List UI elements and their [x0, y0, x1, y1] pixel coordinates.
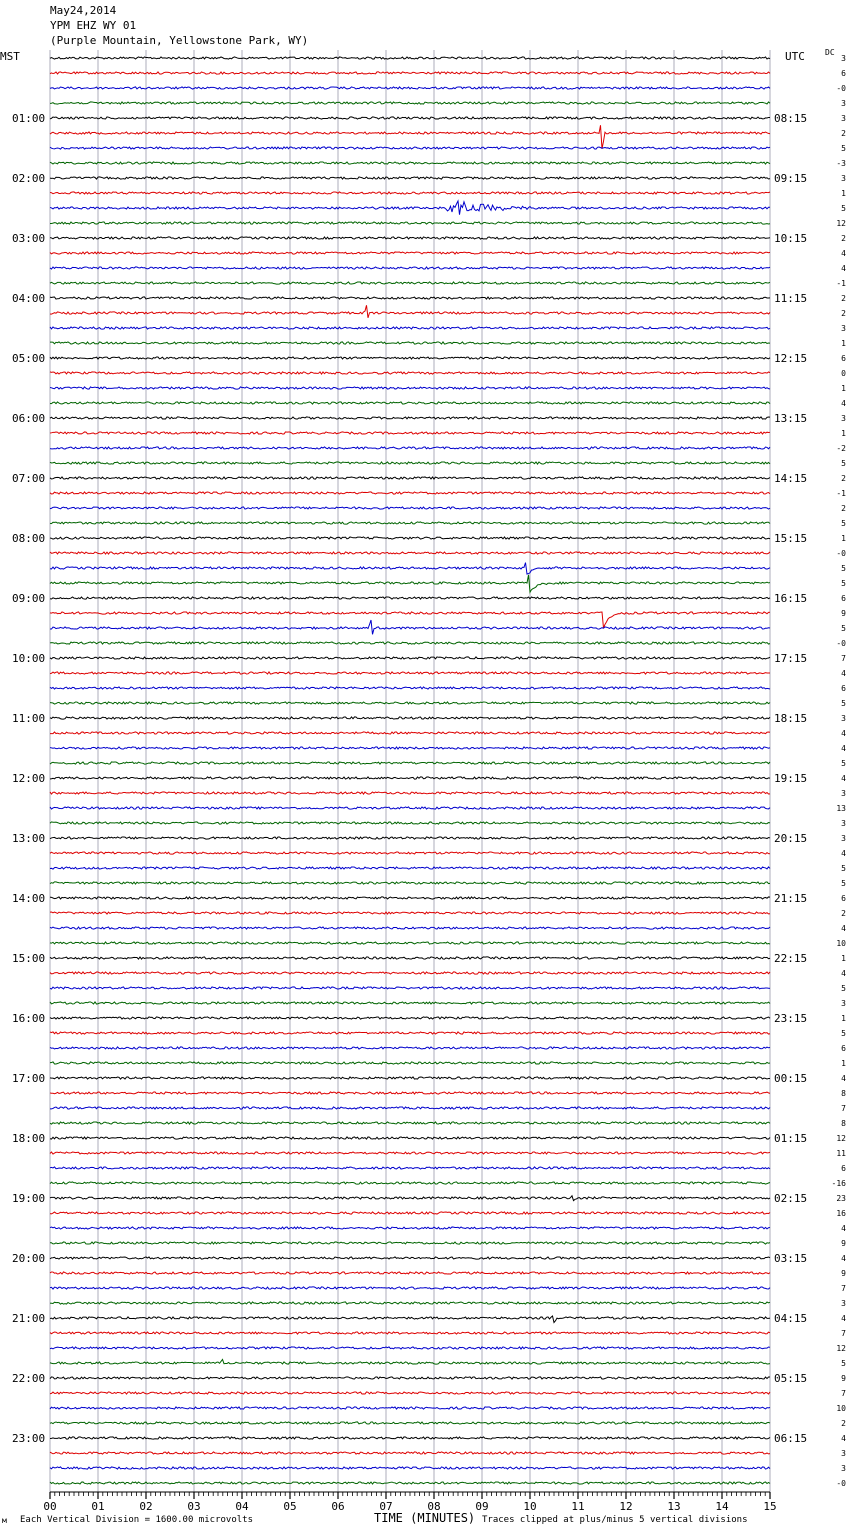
header-station: YPM EHZ WY 01 [50, 19, 137, 32]
seismic-trace-red [50, 125, 770, 149]
seismic-trace-blue [50, 1047, 770, 1049]
dc-offset-value: 12 [836, 1134, 846, 1143]
seismic-trace-black [50, 777, 770, 779]
dc-offset-value: 5 [841, 1359, 846, 1368]
seismic-trace-blue [50, 1287, 770, 1289]
utc-hour-label: 03:15 [774, 1252, 808, 1265]
mst-hour-label: 02:00 [12, 172, 46, 185]
dc-offset-value: 6 [841, 69, 846, 78]
seismic-trace-green [50, 1422, 770, 1424]
utc-hour-label: 16:15 [774, 592, 808, 605]
mst-hour-label: 18:00 [12, 1132, 46, 1145]
seismic-trace-red [50, 1332, 770, 1334]
seismic-trace-black [50, 417, 770, 419]
dc-offset-value: 4 [841, 744, 846, 753]
dc-offset-value: 5 [841, 204, 846, 213]
dc-offset-value: 3 [841, 174, 846, 183]
dc-offset-value: 7 [841, 1329, 846, 1338]
dc-offset-value: 7 [841, 1389, 846, 1398]
mst-hour-label: 14:00 [12, 892, 46, 905]
seismic-trace-black [50, 837, 770, 839]
dc-offset-value: 9 [841, 1239, 846, 1248]
dc-offset-value: -0 [836, 84, 846, 93]
dc-offset-value: 2 [841, 474, 846, 483]
seismic-trace-red [50, 432, 770, 434]
seismic-trace-green [50, 1242, 770, 1244]
seismic-trace-black [50, 1437, 770, 1439]
utc-hour-label: 13:15 [774, 412, 808, 425]
seismic-trace-black [50, 1017, 770, 1019]
dc-label: DC [825, 48, 835, 57]
mst-hour-label: 21:00 [12, 1312, 46, 1325]
dc-offset-value: 5 [841, 1029, 846, 1038]
x-tick-label: 10 [523, 1500, 537, 1513]
seismic-trace-black [50, 57, 770, 59]
seismic-trace-red [50, 912, 770, 914]
dc-offset-value: 1 [841, 339, 846, 348]
dc-offset-value: 1 [841, 384, 846, 393]
seismic-trace-red [50, 792, 770, 794]
seismic-trace-blue [50, 147, 770, 149]
dc-offset-value: 10 [836, 1404, 846, 1413]
dc-offset-value: 2 [841, 309, 846, 318]
seismic-trace-red [50, 492, 770, 494]
utc-hour-label: 09:15 [774, 172, 808, 185]
dc-offset-value: 2 [841, 1419, 846, 1428]
dc-offset-value: 7 [841, 654, 846, 663]
seismic-trace-red [50, 972, 770, 974]
seismic-trace-green [50, 942, 770, 944]
x-tick-label: 09 [475, 1500, 489, 1513]
dc-offset-value: 11 [836, 1149, 846, 1158]
dc-offset-value: -3 [836, 159, 846, 168]
seismic-trace-black [50, 1137, 770, 1139]
dc-offset-value: 1 [841, 954, 846, 963]
seismic-trace-green [50, 462, 770, 464]
dc-offset-value: 6 [841, 594, 846, 603]
seismic-trace-black [50, 1196, 770, 1201]
seismic-trace-green [50, 102, 770, 104]
dc-offset-value: 7 [841, 1284, 846, 1293]
seismic-trace-blue [50, 807, 770, 809]
seismic-trace-black [50, 237, 770, 239]
seismic-trace-green [50, 522, 770, 524]
dc-offset-value: 3 [841, 834, 846, 843]
dc-offset-value: 4 [841, 264, 846, 273]
seismic-trace-blue [50, 1227, 770, 1229]
utc-hour-label: 19:15 [774, 772, 808, 785]
dc-offset-value: 7 [841, 1104, 846, 1113]
dc-offset-value: 5 [841, 759, 846, 768]
x-tick-label: 01 [91, 1500, 105, 1513]
seismic-trace-green [50, 1002, 770, 1004]
seismic-trace-red [50, 372, 770, 374]
x-tick-label: 08 [427, 1500, 441, 1513]
dc-offset-value: 5 [841, 864, 846, 873]
seismic-trace-black [50, 957, 770, 959]
mst-hour-label: 10:00 [12, 652, 46, 665]
mst-hour-label: 12:00 [12, 772, 46, 785]
mst-hour-label: 22:00 [12, 1372, 46, 1385]
dc-offset-value: -0 [836, 549, 846, 558]
dc-offset-value: 6 [841, 1164, 846, 1173]
dc-offset-value: 3 [841, 789, 846, 798]
seismic-trace-green [50, 282, 770, 284]
corner-mark: м [2, 1516, 7, 1525]
seismic-trace-black [50, 1257, 770, 1259]
seismic-trace-blue [50, 687, 770, 689]
dc-offset-value: -1 [836, 489, 846, 498]
seismic-trace-green [50, 222, 770, 224]
dc-offset-value: 12 [836, 219, 846, 228]
dc-offset-value: 3 [841, 114, 846, 123]
dc-offset-value: 6 [841, 894, 846, 903]
dc-offset-value: 4 [841, 1314, 846, 1323]
seismic-trace-black [50, 597, 770, 599]
seismic-trace-green [50, 882, 770, 884]
dc-offset-value: 4 [841, 1224, 846, 1233]
seismic-trace-red [50, 852, 770, 854]
utc-hour-label: 00:15 [774, 1072, 808, 1085]
dc-offset-value: 2 [841, 294, 846, 303]
mst-hour-label: 07:00 [12, 472, 46, 485]
dc-offset-column [832, 54, 847, 1488]
dc-offset-value: 3 [841, 414, 846, 423]
mst-hour-label: 06:00 [12, 412, 46, 425]
seismic-trace-green [50, 342, 770, 344]
x-tick-label: 12 [619, 1500, 633, 1513]
dc-offset-value: 0 [841, 369, 846, 378]
mst-hour-label: 05:00 [12, 352, 46, 365]
dc-offset-value: 1 [841, 429, 846, 438]
dc-offset-value: 5 [841, 579, 846, 588]
seismic-trace-green [50, 1482, 770, 1484]
dc-offset-value: 5 [841, 459, 846, 468]
seismic-trace-red [50, 252, 770, 254]
mst-hour-label: 01:00 [12, 112, 46, 125]
seismic-trace-black [50, 537, 770, 539]
seismic-trace-green [50, 1302, 770, 1304]
seismic-trace-green [50, 642, 770, 644]
utc-hour-label: 06:15 [774, 1432, 808, 1445]
dc-offset-value: 5 [841, 984, 846, 993]
mst-hour-label: 11:00 [12, 712, 46, 725]
dc-offset-value: 4 [841, 924, 846, 933]
utc-hour-label: 10:15 [774, 232, 808, 245]
seismic-trace-green [50, 822, 770, 824]
utc-hour-label: 02:15 [774, 1192, 808, 1205]
dc-offset-value: -2 [836, 444, 846, 453]
seismic-trace-blue [50, 447, 770, 449]
scale-note: Each Vertical Division = 1600.00 microvolts [20, 1515, 253, 1525]
dc-offset-value: 8 [841, 1089, 846, 1098]
x-axis-title: TIME (MINUTES) [374, 1511, 476, 1525]
mst-hour-label: 03:00 [12, 232, 46, 245]
seismic-trace-red [50, 1392, 770, 1394]
utc-hour-label: 01:15 [774, 1132, 808, 1145]
dc-offset-value: 3 [841, 714, 846, 723]
dc-offset-value: 4 [841, 399, 846, 408]
x-tick-label: 07 [379, 1500, 393, 1513]
x-axis [43, 1492, 776, 1513]
seismic-trace-black [50, 897, 770, 899]
mst-hour-label: 19:00 [12, 1192, 46, 1205]
seismic-trace-black [50, 1316, 770, 1322]
dc-offset-value: 3 [841, 819, 846, 828]
seismic-trace-green [50, 162, 770, 164]
utc-hour-label: 18:15 [774, 712, 808, 725]
utc-hour-label: 08:15 [774, 112, 808, 125]
mst-hour-label: 20:00 [12, 1252, 46, 1265]
dc-offset-value: 5 [841, 519, 846, 528]
dc-offset-value: -0 [836, 639, 846, 648]
dc-offset-value: 2 [841, 129, 846, 138]
x-tick-label: 05 [283, 1500, 297, 1513]
seismic-trace-black [50, 177, 770, 179]
seismic-trace-red [50, 1212, 770, 1214]
seismic-trace-blue [50, 387, 770, 389]
seismic-trace-blue [50, 987, 770, 989]
seismic-trace-red [50, 1032, 770, 1034]
seismic-trace-red [50, 1452, 770, 1454]
mst-hour-label: 16:00 [12, 1012, 46, 1025]
seismic-trace-red [50, 552, 770, 554]
seismic-trace-green [50, 402, 770, 404]
x-tick-label: 11 [571, 1500, 585, 1513]
seismic-trace-blue [50, 87, 770, 89]
seismic-trace-red [50, 732, 770, 734]
x-tick-label: 06 [331, 1500, 345, 1513]
dc-offset-value: 6 [841, 354, 846, 363]
seismic-trace-green [50, 1359, 770, 1364]
dc-offset-value: 5 [841, 879, 846, 888]
left-timezone-label: MST [0, 50, 20, 63]
dc-offset-value: -0 [836, 1479, 846, 1488]
mst-hour-label: 13:00 [12, 832, 46, 845]
seismic-trace-blue [50, 927, 770, 929]
dc-offset-value: 4 [841, 849, 846, 858]
seismic-trace-black [50, 297, 770, 299]
seismic-trace-green [50, 575, 770, 592]
x-tick-label: 13 [667, 1500, 681, 1513]
dc-offset-value: 10 [836, 939, 846, 948]
seismic-trace-blue [50, 507, 770, 509]
seismic-trace-red [50, 305, 770, 318]
dc-offset-value: 12 [836, 1344, 846, 1353]
dc-offset-value: -1 [836, 279, 846, 288]
seismic-trace-red [50, 192, 770, 194]
seismic-trace-black [50, 117, 770, 119]
dc-offset-value: 13 [836, 804, 846, 813]
dc-offset-value: -16 [831, 1179, 846, 1188]
seismic-trace-black [50, 477, 770, 479]
utc-hour-label: 20:15 [774, 832, 808, 845]
seismic-trace-green [50, 1122, 770, 1124]
seismic-trace-blue [50, 1407, 770, 1409]
utc-hour-label: 04:15 [774, 1312, 808, 1325]
dc-offset-value: 4 [841, 969, 846, 978]
dc-offset-value: 4 [841, 1074, 846, 1083]
mst-hour-label: 08:00 [12, 532, 46, 545]
x-tick-label: 02 [139, 1500, 153, 1513]
dc-offset-value: 2 [841, 504, 846, 513]
dc-offset-value: 3 [841, 1464, 846, 1473]
dc-offset-value: 4 [841, 1254, 846, 1263]
utc-hour-label: 12:15 [774, 352, 808, 365]
seismic-trace-blue [50, 1347, 770, 1349]
dc-offset-value: 1 [841, 1059, 846, 1068]
dc-offset-value: 9 [841, 1374, 846, 1383]
x-tick-label: 04 [235, 1500, 249, 1513]
seismic-trace-red [50, 1272, 770, 1274]
dc-offset-value: 9 [841, 1269, 846, 1278]
seismic-trace-black [50, 357, 770, 359]
seismic-trace-green [50, 1062, 770, 1064]
seismic-trace-green [50, 1182, 770, 1184]
dc-offset-value: 23 [836, 1194, 846, 1203]
seismic-trace-green [50, 762, 770, 764]
dc-offset-value: 16 [836, 1209, 846, 1218]
seismic-trace-blue [50, 1107, 770, 1109]
dc-offset-value: 4 [841, 669, 846, 678]
seismic-traces [50, 57, 770, 1484]
dc-offset-value: 1 [841, 1014, 846, 1023]
dc-offset-value: 1 [841, 534, 846, 543]
seismic-trace-blue [50, 327, 770, 329]
x-tick-label: 15 [763, 1500, 777, 1513]
mst-hour-label: 09:00 [12, 592, 46, 605]
utc-hour-label: 14:15 [774, 472, 808, 485]
seismic-trace-blue [50, 267, 770, 269]
seismic-trace-black [50, 657, 770, 659]
seismic-trace-black [50, 1377, 770, 1379]
right-timezone-label: UTC [785, 50, 805, 63]
utc-hour-label: 23:15 [774, 1012, 808, 1025]
seismic-trace-blue [50, 620, 770, 634]
mst-hour-label: 04:00 [12, 292, 46, 305]
dc-offset-value: 4 [841, 774, 846, 783]
dc-offset-value: 5 [841, 699, 846, 708]
dc-offset-value: 6 [841, 684, 846, 693]
time-gridlines [50, 50, 770, 1492]
header-location: (Purple Mountain, Yellowstone Park, WY) [50, 34, 309, 47]
dc-offset-value: 5 [841, 624, 846, 633]
utc-hour-label: 11:15 [774, 292, 808, 305]
utc-hour-label: 17:15 [774, 652, 808, 665]
dc-offset-value: 2 [841, 234, 846, 243]
mst-hour-label: 15:00 [12, 952, 46, 965]
utc-hour-label: 22:15 [774, 952, 808, 965]
x-tick-label: 03 [187, 1500, 201, 1513]
x-tick-label: 14 [715, 1500, 729, 1513]
dc-offset-value: 5 [841, 564, 846, 573]
seismic-trace-blue [50, 563, 770, 574]
seismic-trace-black [50, 717, 770, 719]
dc-offset-value: 4 [841, 1434, 846, 1443]
dc-offset-value: 3 [841, 54, 846, 63]
dc-offset-value: 4 [841, 729, 846, 738]
seismic-trace-blue [50, 201, 770, 215]
utc-hour-label: 21:15 [774, 892, 808, 905]
utc-hour-label: 15:15 [774, 532, 808, 545]
dc-offset-value: 6 [841, 1044, 846, 1053]
seismic-trace-red [50, 612, 770, 628]
header-date: May24,2014 [50, 4, 117, 17]
seismic-trace-black [50, 1077, 770, 1079]
mst-hour-label: 23:00 [12, 1432, 46, 1445]
dc-offset-value: 5 [841, 144, 846, 153]
dc-offset-value: 2 [841, 909, 846, 918]
dc-offset-value: 3 [841, 324, 846, 333]
seismic-trace-blue [50, 747, 770, 749]
seismic-trace-blue [50, 1467, 770, 1469]
clip-note: Traces clipped at plus/minus 5 vertical divisions [482, 1515, 748, 1525]
seismic-trace-blue [50, 867, 770, 869]
dc-offset-value: 3 [841, 1299, 846, 1308]
seismic-trace-red [50, 1152, 770, 1154]
dc-offset-value: 1 [841, 189, 846, 198]
dc-offset-value: 3 [841, 999, 846, 1008]
mst-hour-label: 17:00 [12, 1072, 46, 1085]
dc-offset-value: 8 [841, 1119, 846, 1128]
seismic-trace-red [50, 72, 770, 74]
dc-offset-value: 4 [841, 249, 846, 258]
dc-offset-value: 9 [841, 609, 846, 618]
seismic-trace-red [50, 672, 770, 674]
seismic-trace-red [50, 1092, 770, 1094]
dc-offset-value: 3 [841, 99, 846, 108]
seismic-trace-green [50, 702, 770, 704]
x-tick-label: 00 [43, 1500, 57, 1513]
dc-offset-value: 3 [841, 1449, 846, 1458]
seismic-trace-blue [50, 1167, 770, 1169]
utc-hour-label: 05:15 [774, 1372, 808, 1385]
